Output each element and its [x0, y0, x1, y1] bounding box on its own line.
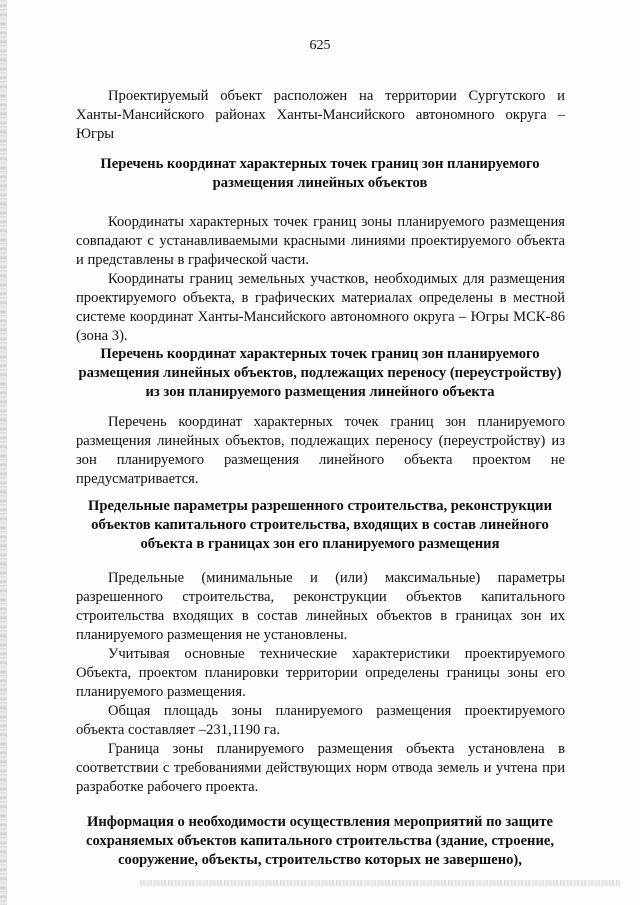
- section-3-paragraph-2: Учитывая основные технические характеристики проектируемого Объекта, проектом планировки территории определены границы зоны его планируемого размещения.: [76, 646, 565, 700]
- section-1-paragraph-1: Координаты характерных точек границ зоны планируемого размещения совпадают с устанавливаемыми красными линиями проектируемого объекта и представлены в графической части.: [76, 214, 565, 268]
- scan-edge-left: [0, 0, 7, 905]
- intro-paragraph: Проектируемый объект расположен на территории Сургутского и Ханты-Мансийского районах Ханты-Мансийского автономного округа – Югры: [76, 88, 565, 142]
- section-2-paragraph-1: Перечень координат характерных точек границ зон планируемого размещения линейных объектов, подлежащих переносу (переустройству) из зон планируемого размещения линейного объекта проектом не предусматривается.: [76, 414, 565, 487]
- section-4-heading: Информация о необходимости осуществления мероприятий по защите сохраняемых объектов капитального строительства (здание, строение, сооружение, объекты, строительство которых не завершено),: [85, 814, 554, 868]
- section-1-paragraph-2: Координаты границ земельных участков, необходимых для размещения проектируемого объекта, в графических материалах определены в местной системе координат Ханты-Мансийского автономного округа – Югры МСК-86 (зона 3).: [76, 271, 565, 344]
- section-3-heading: Предельные параметры разрешенного строительства, реконструкции объектов капитального строительства, входящих в состав линейного объекта в границах зон его планируемого размещения: [88, 498, 552, 552]
- scan-edge-bottom: [140, 880, 620, 886]
- page-number: 625: [309, 38, 331, 53]
- section-3-paragraph-4: Граница зоны планируемого размещения объекта установлена в соответствии с требованиями действующих норм отвода земель и учтена при разработке рабочего проекта.: [76, 741, 565, 795]
- section-1-heading: Перечень координат характерных точек границ зон планируемого размещения линейных объектов: [100, 156, 540, 191]
- section-3-paragraph-1: Предельные (минимальные и (или) максимальные) параметры разрешенного строительства, реконструкции объектов капитального строительства входящих в состав линейных объектов в границах зон их планируемого размещения не установлены.: [76, 570, 565, 643]
- section-2-heading: Перечень координат характерных точек границ зон планируемого размещения линейных объектов, подлежащих переносу (переустройству) из зон планируемого размещения линейного объекта: [78, 346, 562, 400]
- section-3-paragraph-3: Общая площадь зоны планируемого размещения проектируемого объекта составляет –231,1190 га.: [76, 703, 565, 738]
